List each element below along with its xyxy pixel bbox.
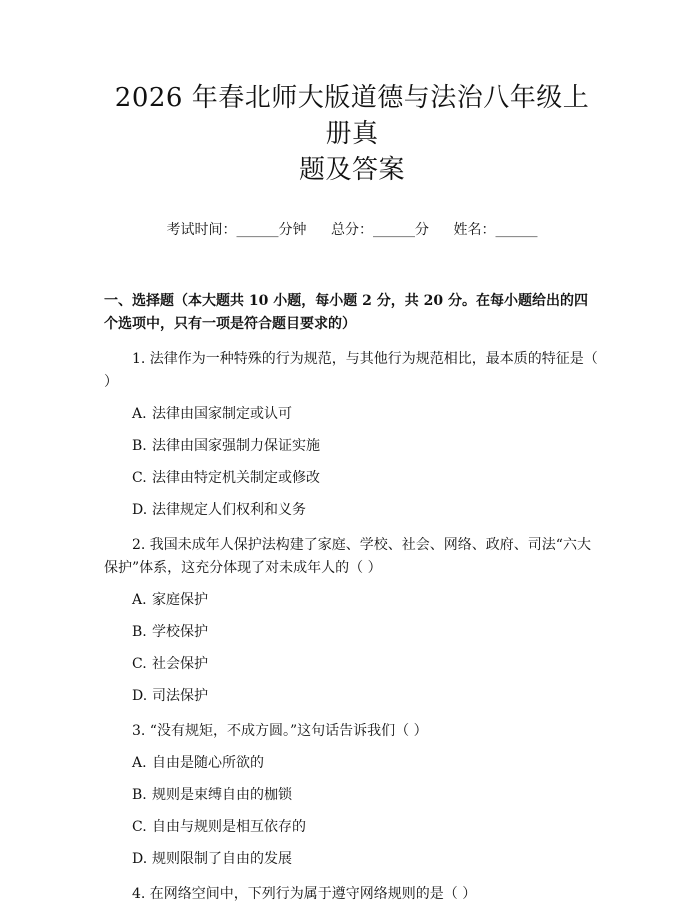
section-heading-multiple-choice: 一、选择题（本大题共 10 小题，每小题 2 分，共 20 分。在每小题给出的四个选项中，只有一项是符合题目要求的） <box>104 293 588 332</box>
exam-time-unit: 分钟 <box>278 222 307 238</box>
question-1-option-d <box>104 499 600 522</box>
student-name-blank: ______ <box>495 222 538 238</box>
option-letter: D. <box>132 502 148 518</box>
option-letter: A. <box>132 755 147 771</box>
total-score-blank: ______ <box>373 222 415 238</box>
question-4-stem: 4. 在网络空间中，下列行为属于遵守网络规则的是（ ） <box>132 886 477 902</box>
exam-time-field <box>167 222 307 238</box>
option-text: 法律规定人们权利和义务 <box>152 502 306 518</box>
option-letter: D. <box>132 851 148 867</box>
option-text: 家庭保护 <box>152 592 208 608</box>
option-text: 自由与规则是相互依存的 <box>152 819 306 835</box>
question-3-option-a <box>104 752 600 775</box>
question-1-option-b <box>104 435 600 458</box>
document-title <box>104 80 600 188</box>
option-letter: A. <box>132 406 147 422</box>
question-2-option-c <box>104 653 600 676</box>
option-text: 规则是束缚自由的枷锁 <box>152 787 292 803</box>
option-letter: C. <box>132 656 147 672</box>
option-text: 法律由国家强制力保证实施 <box>152 438 320 454</box>
option-text: 自由是随心所欲的 <box>152 755 264 771</box>
exam-info <box>104 220 600 240</box>
option-text: 法律由特定机关制定或修改 <box>152 470 320 486</box>
option-text: 规则限制了自由的发展 <box>152 851 292 867</box>
option-letter: A. <box>132 592 147 608</box>
option-text: 司法保护 <box>152 688 208 704</box>
total-score-field <box>331 222 429 238</box>
exam-time-blank: ______ <box>236 222 279 238</box>
document-title-line-2: 题及答案 <box>298 155 405 185</box>
question-2-option-a <box>104 589 600 612</box>
option-letter: B. <box>132 624 147 640</box>
question-1-stem: 1. 法律作为一种特殊的行为规范，与其他行为规范相比，最本质的特征是（ ） <box>104 351 598 390</box>
question-3-option-d <box>104 848 600 871</box>
question-1-option-c <box>104 467 600 490</box>
question-3-option-c <box>104 816 600 839</box>
question-2-stem: 2. 我国未成年人保护法构建了家庭、学校、社会、网络、政府、司法“六大保护”体系，这充分体现了对未成年人的（ ） <box>104 537 591 576</box>
total-score-unit: 分 <box>415 222 429 238</box>
exam-time-label: 考试时间： <box>166 222 237 238</box>
option-letter: C. <box>132 470 147 486</box>
question-1-option-a <box>104 403 600 426</box>
option-text: 法律由国家制定或认可 <box>152 406 292 422</box>
document-title-line-1: 2026 年春北师大版道德与法治八年级上册真 <box>114 83 590 149</box>
option-letter: B. <box>132 787 147 803</box>
student-name-label: 姓名： <box>453 222 496 238</box>
total-score-label: 总分： <box>331 222 373 238</box>
question-3-stem: 3. “没有规矩，不成方圆。”这句话告诉我们（ ） <box>132 723 428 739</box>
question-2-option-d <box>104 685 600 708</box>
option-text: 学校保护 <box>152 624 208 640</box>
option-text: 社会保护 <box>152 656 208 672</box>
question-2-option-b <box>104 621 600 644</box>
question-3-option-b <box>104 784 600 807</box>
option-letter: D. <box>132 688 148 704</box>
option-letter: C. <box>132 819 147 835</box>
student-name-field <box>453 222 537 238</box>
option-letter: B. <box>132 438 147 454</box>
